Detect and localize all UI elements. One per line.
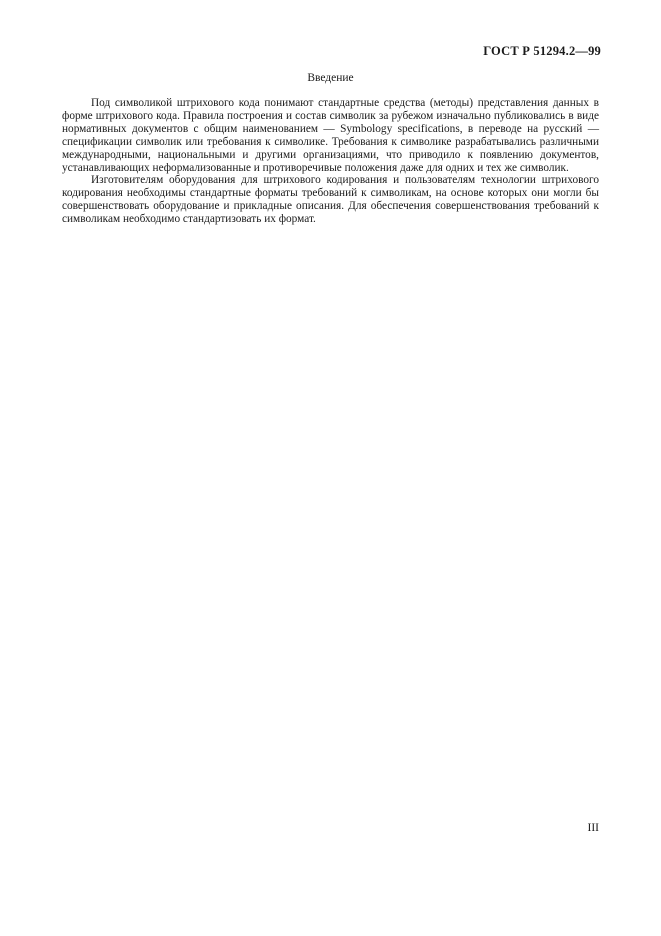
document-code: ГОСТ Р 51294.2—99 [483,44,601,58]
page-number: III [587,822,599,834]
section-title: Введение [307,72,354,84]
paragraph: Под символикой штрихового кода понимают стандартные средства (методы) представления данных в форме штрихового кода. Правила построения и состав символик за рубежом изначально публиковались в виде нормативных документов с общим наименованием — Symbology specifications, в переводе на русский — спецификации символик или требования к символике. Требования к символике разрабатывались различными международными, национальными и другими организациями, что приводило к появлению документов, устанавливающих неформализованные и противоречивые положения даже для одних и тех же символик. [62,97,599,174]
paragraph: Изготовителям оборудования для штрихового кодирования и пользователям технологии штрихового кодирования необходимы стандартные форматы требований к символикам, на основе которых они могли бы совершенствовать оборудование и прикладные описания. Для обеспечения совершенствования требований к символикам необходимо стандартизовать их формат. [62,174,599,226]
body-text [62,97,599,226]
